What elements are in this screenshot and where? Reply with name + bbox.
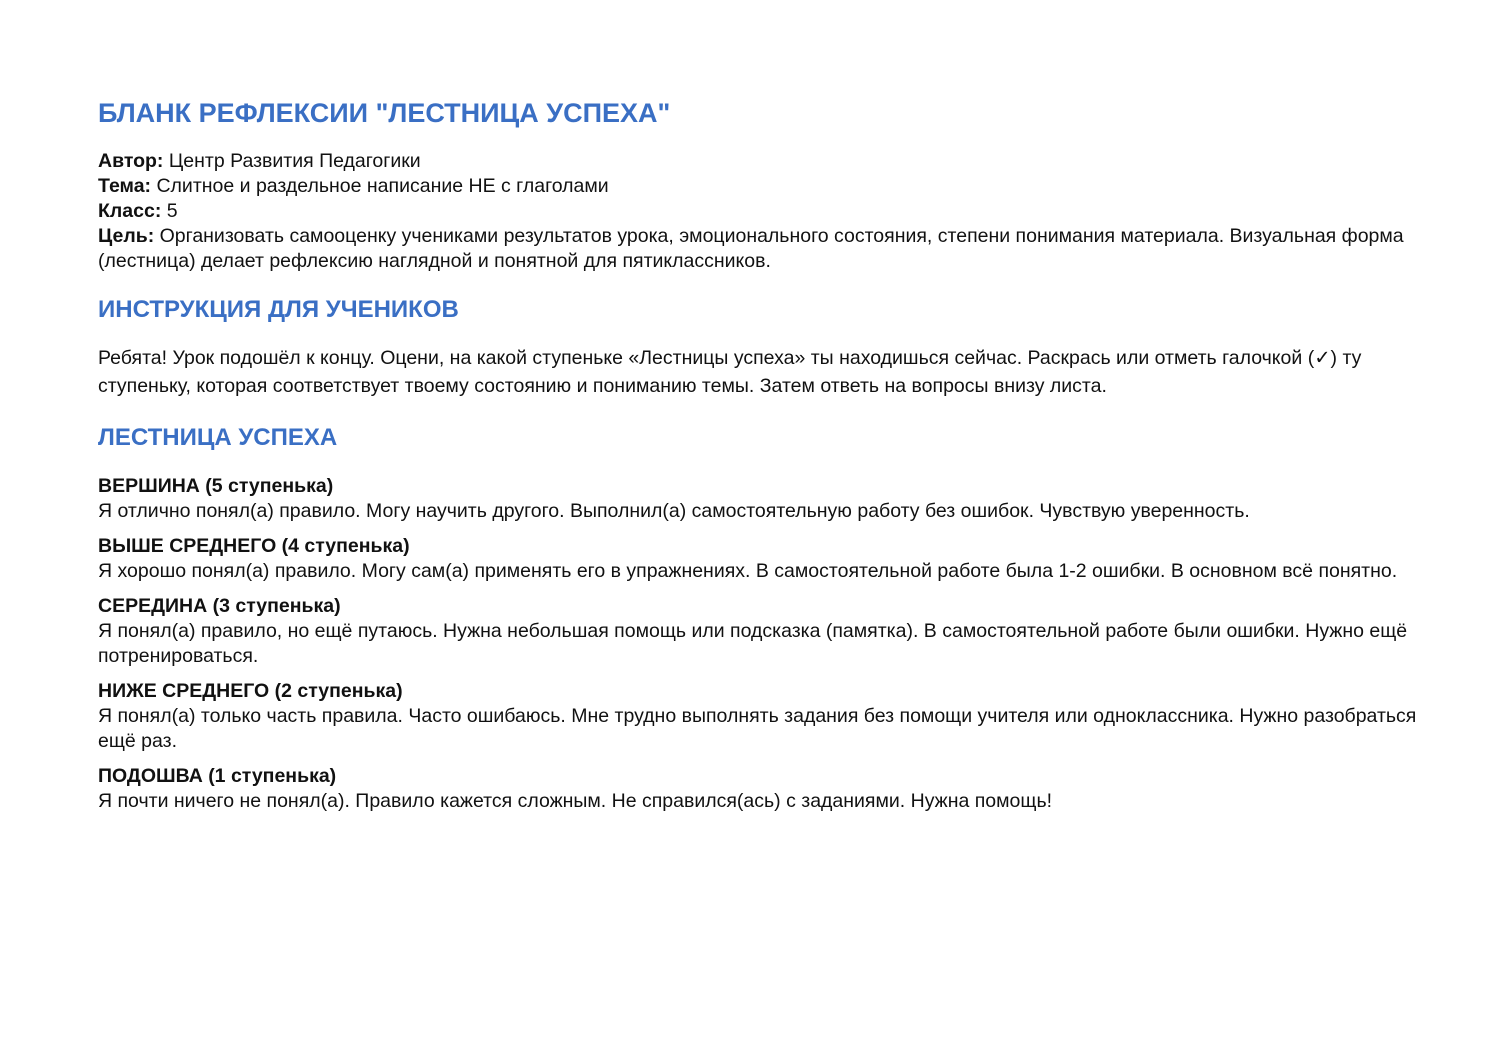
meta-topic-label: Тема: [98, 175, 152, 197]
meta-grade-label: Класс: [98, 200, 162, 222]
meta-topic [98, 174, 1420, 199]
step-description: Я понял(а) правило, но ещё путаюсь. Нужна небольшая помощь или подсказка (памятка). В самостоятельной работе были ошибки. Нужно ещё потренироваться. [98, 620, 1408, 667]
meta-goal-label: Цель: [98, 225, 155, 247]
meta-block [98, 149, 1420, 274]
instructions-text: Ребята! Урок подошёл к концу. Оцени, на какой ступеньке «Лестницы успеха» ты находишься сейчас. Раскрась или отметь галочкой (✓) ту ступеньку, которая соответствует твоему состоянию и пониманию темы. Затем ответь на вопросы внизу листа. [98, 347, 1362, 397]
ladder-step-5 [98, 474, 1418, 524]
ladder-section [98, 422, 1420, 814]
meta-goal [98, 224, 1420, 274]
meta-author-label: Автор: [98, 150, 164, 172]
step-title: ВЕРШИНА (5 ступенька) [98, 475, 334, 497]
step-description: Я понял(а) только часть правила. Часто ошибаюсь. Мне трудно выполнять задания без помощи учителя или одноклассника. Нужно разобраться ещё раз. [98, 705, 1417, 752]
instructions-section [98, 294, 1420, 400]
meta-grade [98, 199, 1420, 224]
step-description: Я отлично понял(а) правило. Могу научить другого. Выполнил(а) самостоятельную работу без ошибок. Чувствую уверенность. [98, 500, 1250, 522]
step-description: Я почти ничего не понял(а). Правило кажется сложным. Не справился(ась) с заданиями. Нужна помощь! [98, 790, 1053, 812]
step-title: ВЫШЕ СРЕДНЕГО (4 ступенька) [98, 535, 410, 557]
instructions-heading: ИНСТРУКЦИЯ ДЛЯ УЧЕНИКОВ [98, 296, 459, 323]
meta-goal-value: Организовать самооценку учениками результатов урока, эмоционального состояния, степени понимания материала. Визуальная форма (лестница) делает рефлексию наглядной и понятной для пятиклассников. [98, 225, 1404, 272]
ladder-step-1 [98, 764, 1418, 814]
ladder-steps [98, 474, 1420, 814]
document-title: БЛАНК РЕФЛЕКСИИ "ЛЕСТНИЦА УСПЕХА" [98, 98, 671, 128]
ladder-heading: ЛЕСТНИЦА УСПЕХА [98, 424, 338, 451]
step-title: НИЖЕ СРЕДНЕГО (2 ступенька) [98, 680, 403, 702]
step-description: Я хорошо понял(а) правило. Могу сам(а) применять его в упражнениях. В самостоятельной работе была 1-2 ошибки. В основном всё понятно. [98, 560, 1398, 582]
ladder-step-2 [98, 679, 1418, 754]
step-title: СЕРЕДИНА (3 ступенька) [98, 595, 341, 617]
meta-author-value: Центр Развития Педагогики [168, 150, 421, 172]
meta-author [98, 149, 1420, 174]
ladder-step-4 [98, 534, 1418, 584]
step-title: ПОДОШВА (1 ступенька) [98, 765, 337, 787]
meta-grade-value: 5 [166, 200, 178, 222]
meta-topic-value: Слитное и раздельное написание НЕ с глаголами [156, 175, 609, 197]
ladder-step-3 [98, 594, 1418, 669]
